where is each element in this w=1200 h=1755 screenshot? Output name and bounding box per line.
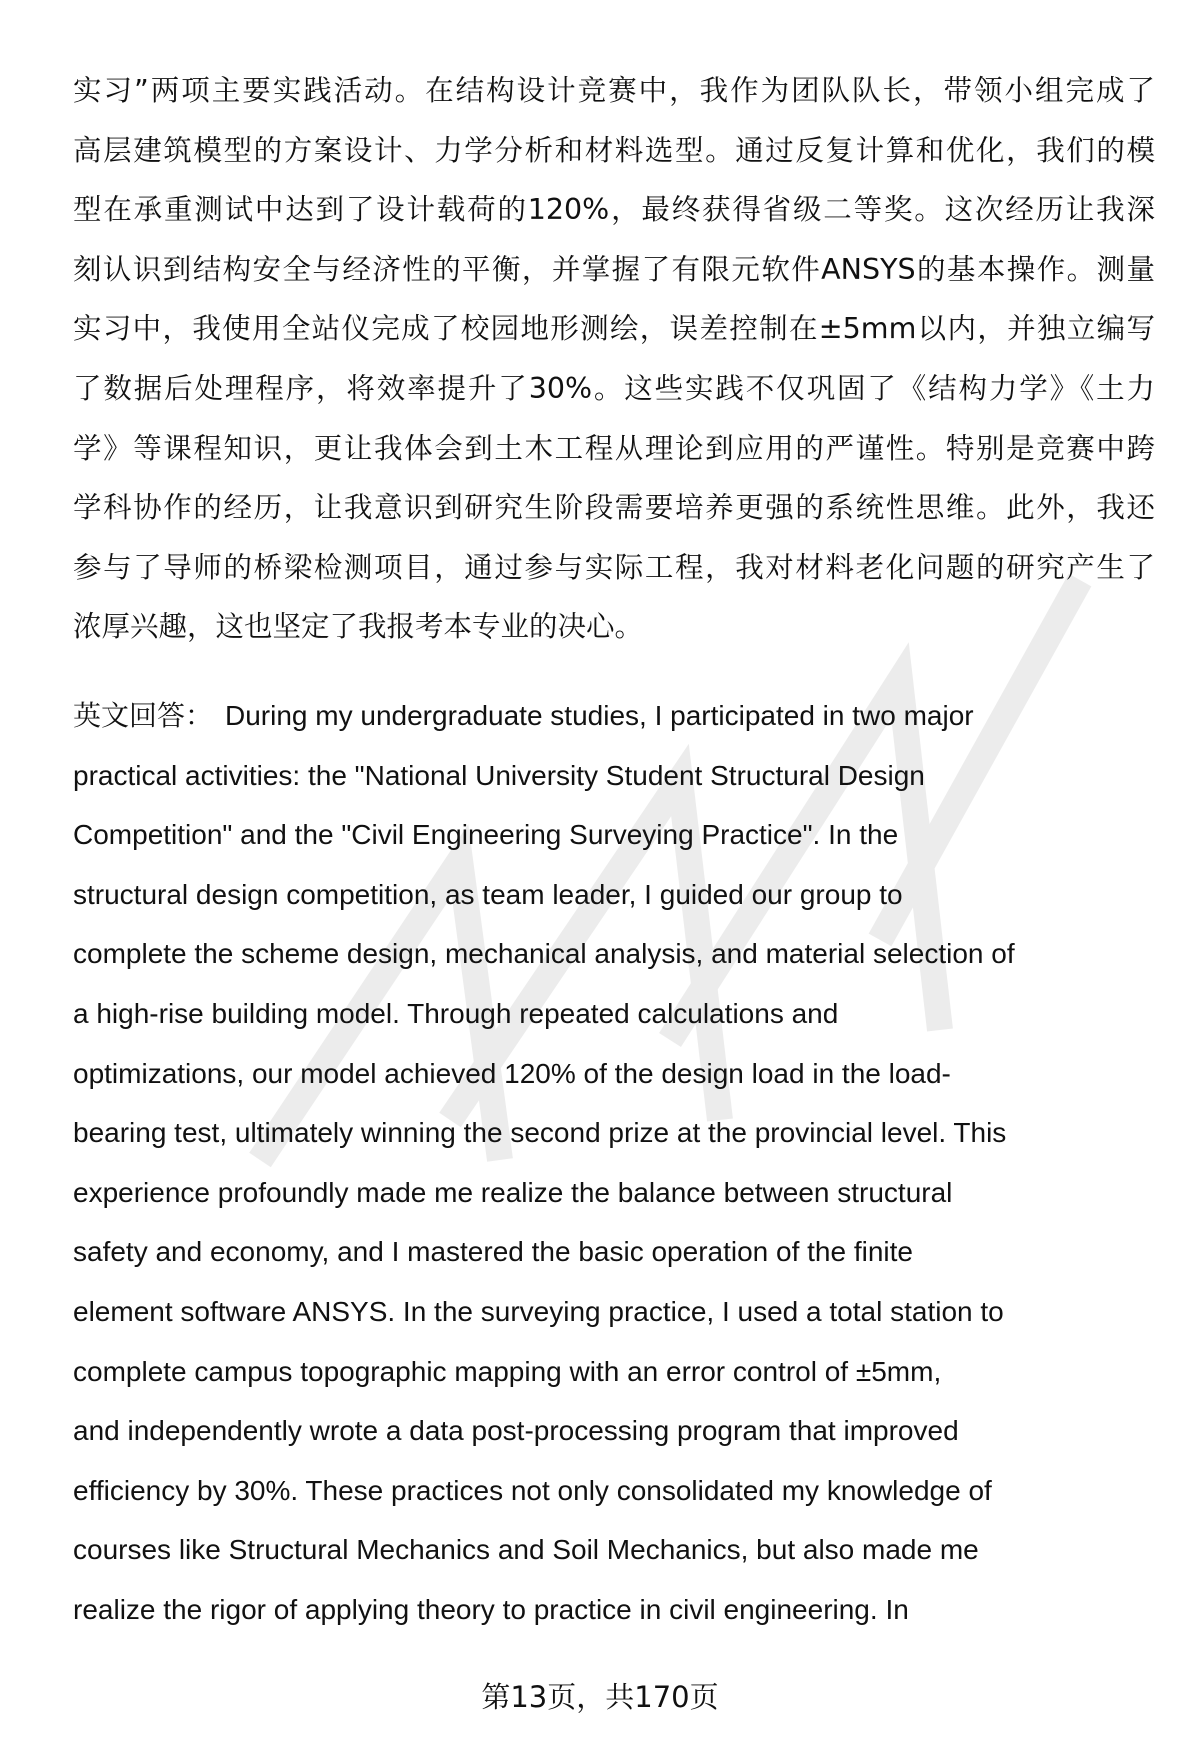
english-text-line: optimizations, our model achieved 120% of the design load in the load- (73, 1057, 951, 1089)
english-text-line: Competition" and the "Civil Engineering Surveying Practice". In the (73, 819, 899, 851)
english-text-line: practical activities: the "National University Student Structural Design (73, 759, 925, 791)
chinese-text-line: 高层建筑模型的方案设计、力学分析和材料选型。通过反复计算和优化，我们的模 (73, 133, 1155, 167)
chinese-text-line: 型在承重测试中达到了设计载荷的120%，最终获得省级二等奖。这次经历让我深 (73, 193, 1155, 227)
english-text-line: a high-rise building model. Through repeated calculations and (73, 998, 839, 1029)
chinese-text-line: 刻认识到结构安全与经济性的平衡，并掌握了有限元软件ANSYS的基本操作。测量 (73, 252, 1155, 286)
english-answer-label: 英文回答： (73, 699, 214, 732)
page-number: 第13页，共170页 (481, 1680, 719, 1714)
english-text-line: complete campus topographic mapping with an error control of ±5mm, (73, 1355, 942, 1387)
english-text-line: structural design competition, as team leader, I guided our group to (73, 878, 903, 910)
english-text-line: element software ANSYS. In the surveying practice, I used a total station to (73, 1296, 1004, 1327)
english-text-line: experience profoundly made me realize the balance between structural (73, 1176, 953, 1208)
chinese-text-line: 了数据后处理程序，将效率提升了30%。这些实践不仅巩固了《结构力学》《土力 (73, 372, 1155, 405)
english-text-line: courses like Structural Mechanics and Soil Mechanics, but also made me (73, 1534, 979, 1566)
english-text-line: complete the scheme design, mechanical analysis, and material selection of (73, 938, 1015, 970)
chinese-text-line: 学科协作的经历，让我意识到研究生阶段需要培养更强的系统性思维。此外，我还 (73, 491, 1155, 525)
english-text: During my undergraduate studies, I participated in two major (225, 700, 974, 731)
english-text-line: bearing test, ultimately winning the second prize at the provincial level. This (73, 1117, 1007, 1149)
english-text-line: realize the rigor of applying theory to practice in civil engineering. In (73, 1594, 909, 1625)
english-text-line (73, 686, 1155, 746)
english-text-line: efficiency by 30%. These practices not only consolidated my knowledge of (73, 1474, 992, 1506)
chinese-text-line: 实习中，我使用全站仪完成了校园地形测绘，误差控制在±5mm以内，并独立编写 (73, 312, 1155, 346)
chinese-text-line: 学》等课程知识，更让我体会到土木工程从理论到应用的严谨性。特别是竞赛中跨 (73, 431, 1155, 465)
chinese-text-line: 参与了导师的桥梁检测项目，通过参与实际工程，我对材料老化问题的研究产生了 (73, 550, 1155, 584)
chinese-text-line: 浓厚兴趣，这也坚定了我报考本专业的决心。 (73, 610, 644, 644)
english-text-line: and independently wrote a data post-processing program that improved (73, 1415, 959, 1447)
chinese-text-line: 实习”两项主要实践活动。在结构设计竞赛中，我作为团队队长，带领小组完成了 (73, 74, 1155, 107)
english-text-line: safety and economy, and I mastered the basic operation of the finite (73, 1236, 913, 1268)
